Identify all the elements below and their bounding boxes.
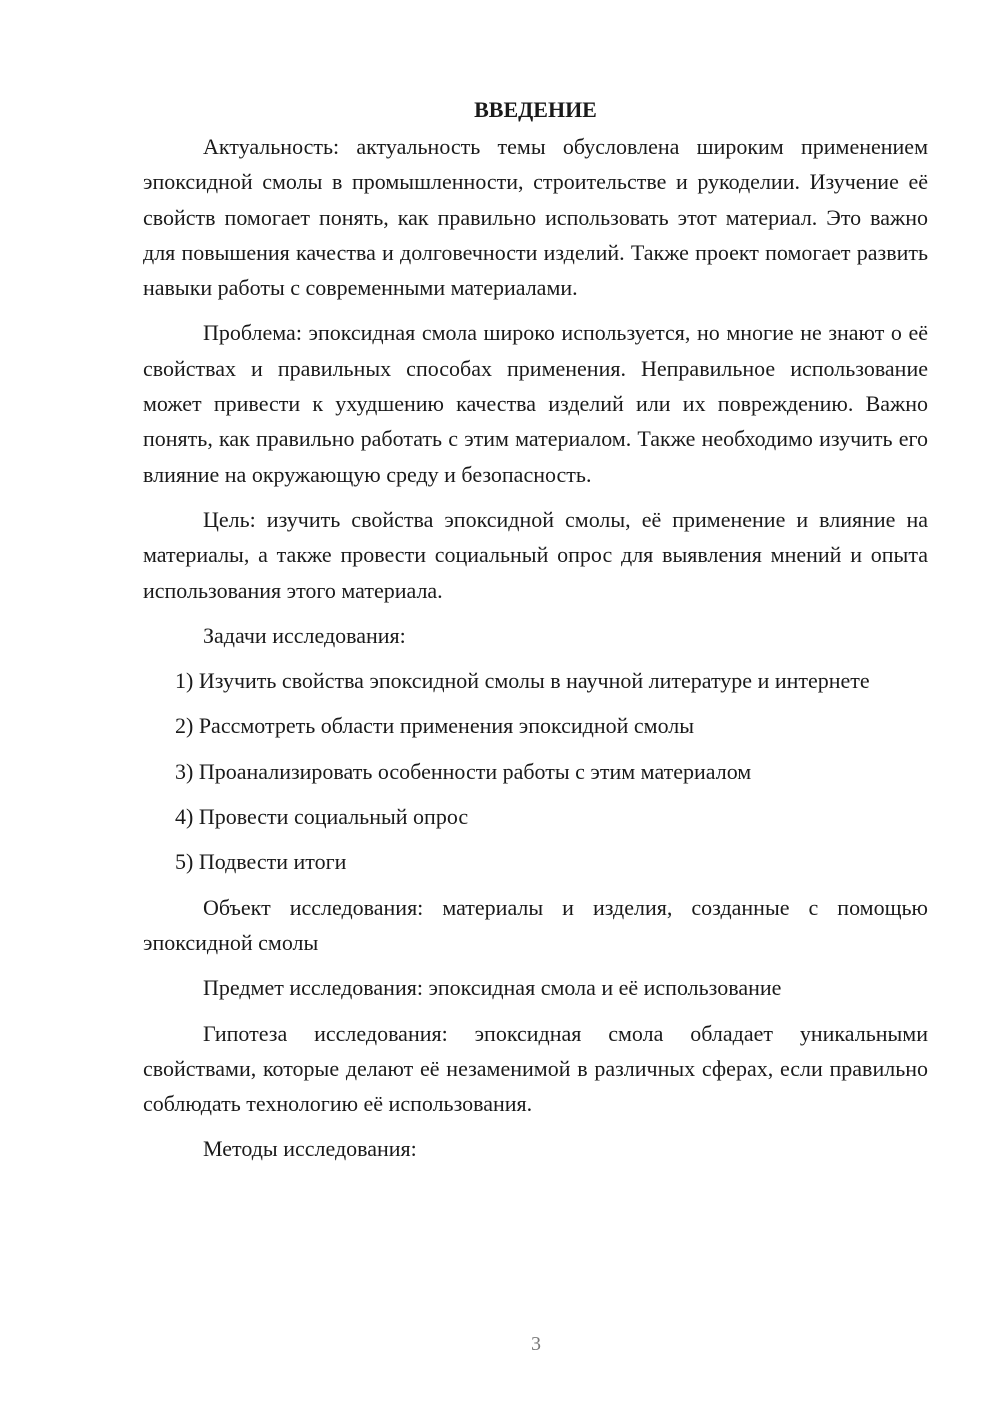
task-item-1: 1) Изучить свойства эпоксидной смолы в научной литературе и интернете: [175, 668, 870, 694]
task-item-5: 5) Подвести итоги: [175, 849, 347, 875]
section-heading: ВВЕДЕНИЕ: [474, 97, 597, 122]
task-item-2: 2) Рассмотреть области применения эпоксидной смолы: [175, 713, 695, 739]
paragraph-hypothesis: Гипотеза исследования: эпоксидная смола обладает уникальными свойствами, которые делают её незаменимой в различных сферах, если правильно соблюдать технологию её использования.: [143, 1020, 928, 1117]
paragraph-relevance: Актуальность: актуальность темы обусловлена широким применением эпоксидной смолы в промышленности, строительстве и рукоделии. Изучение её свойств помогает понять, как правильно использовать этот материал. Это важно для повышения качества и долговечности изделий. Также проект помогает развить навыки работы с современными материалами.: [143, 134, 928, 301]
paragraph-tasks-title: Задачи исследования:: [203, 622, 406, 648]
paragraph-methods-title: Методы исследования:: [203, 1136, 417, 1162]
paragraph-object: Объект исследования: материалы и изделия, созданные с помощью эпоксидной смолы: [143, 894, 928, 955]
paragraph-goal: Цель: изучить свойства эпоксидной смолы, её применение и влияние на материалы, а также провести социальный опрос для выявления мнений и опыта использования этого материала.: [143, 506, 928, 603]
page-number: 3: [531, 1333, 541, 1355]
paragraph-problem: Проблема: эпоксидная смола широко используется, но многие не знают о её свойствах и правильных способах применения. Неправильное использование может привести к ухудшению качества изделий или их повреждению. Важно понять, как правильно работать с этим материалом. Также необходимо изучить его влияние на окружающую среду и безопасность.: [143, 320, 928, 487]
task-item-3: 3) Проанализировать особенности работы с этим материалом: [175, 758, 752, 784]
task-item-4: 4) Провести социальный опрос: [175, 804, 469, 830]
paragraph-subject: Предмет исследования: эпоксидная смола и её использование: [203, 975, 782, 1001]
document-page: [143, 94, 928, 1177]
